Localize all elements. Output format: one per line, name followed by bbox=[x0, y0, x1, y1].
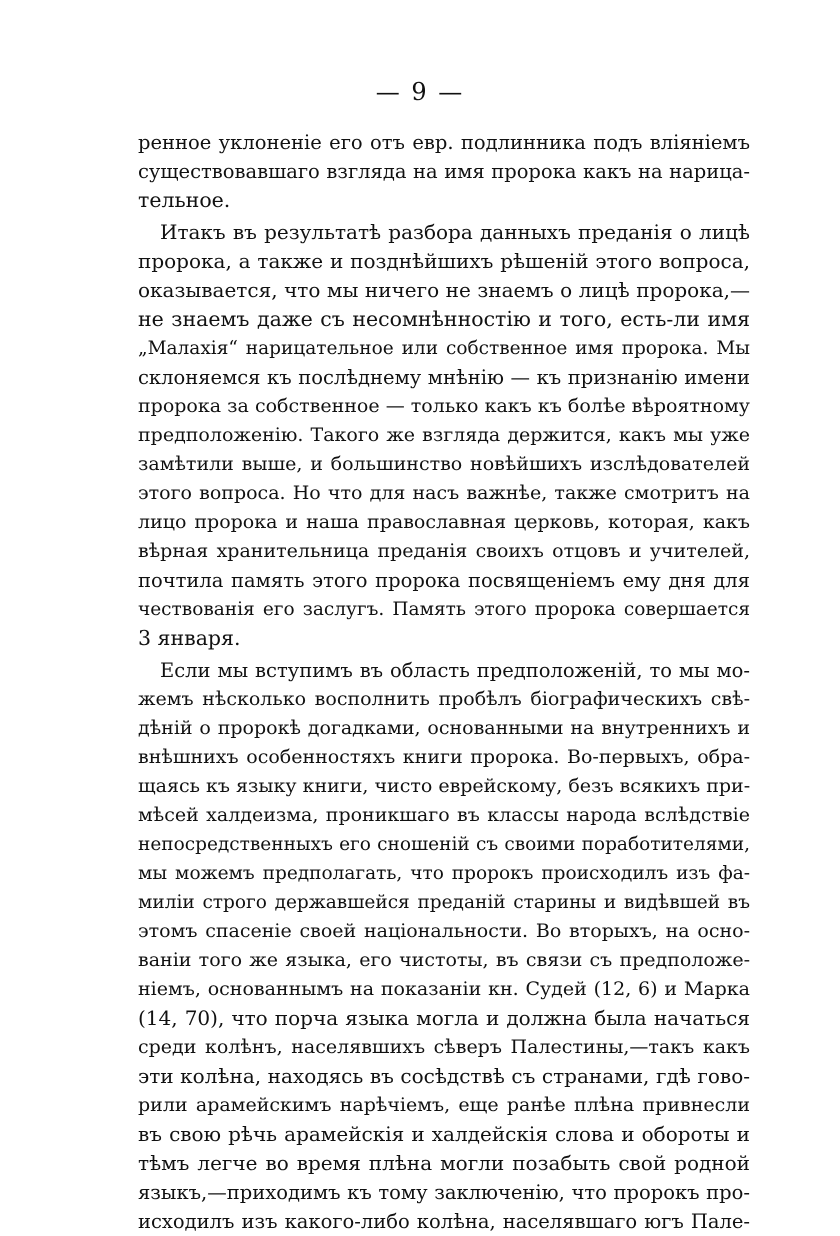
text-line: ваніи того же языка, его чистоты, въ связи съ предположе- bbox=[138, 949, 750, 971]
text-line: вѣрная хранительница преданія своихъ отцовъ и учителей, bbox=[138, 540, 750, 562]
text-line: внѣшнихъ особенностяхъ книги пророка. Во-первыхъ, обра- bbox=[138, 746, 750, 768]
text-line: замѣтили выше, и большинство новѣйшихъ изслѣдователей bbox=[138, 453, 750, 475]
text-line: тѣмъ легче во время плѣна могли позабыть свой родной bbox=[138, 1151, 750, 1175]
text-line: среди колѣнъ, населявшихъ сѣверъ Палестины,—такъ какъ bbox=[138, 1036, 750, 1058]
text-line: чествованія его заслугъ. Память этого пророка совершается bbox=[138, 599, 750, 620]
text-line: Если мы вступимъ въ область предположеній, то мы мо- bbox=[160, 659, 750, 682]
body-text bbox=[138, 128, 750, 1236]
text-line: оказывается, что мы ничего не знаемъ о лицѣ пророка,— bbox=[138, 278, 750, 302]
page-number: — 9 — bbox=[375, 78, 465, 106]
text-line: существовавшаго взгляда на имя пророка какъ на нарица- bbox=[138, 160, 750, 183]
text-line: жемъ нѣсколько восполнить пробѣлъ біографическихъ свѣ- bbox=[138, 688, 750, 710]
text-line: тельное. bbox=[138, 188, 231, 212]
text-line: щаясь къ языку книги, чисто еврейскому, безъ всякихъ при- bbox=[138, 775, 750, 797]
text-line: эти колѣна, находясь въ сосѣдствѣ съ странами, гдѣ гово- bbox=[138, 1064, 750, 1088]
text-line: (14, 70), что порча языка могла и должна была начаться bbox=[138, 1006, 750, 1030]
text-line: ніемъ, основаннымъ на показаніи кн. Судей (12, 6) и Марка bbox=[138, 978, 750, 1000]
text-line: мѣсей халдеизма, проникшаго въ классы народа вслѣдствіе bbox=[138, 804, 750, 826]
text-line: мы можемъ предполагать, что пророкъ происходилъ изъ фа- bbox=[138, 863, 750, 884]
text-line: 3 января. bbox=[138, 626, 241, 650]
text-line: почтила память этого пророка посвященіемъ ему дня для bbox=[138, 569, 750, 592]
text-line: ренное уклоненіе его отъ евр. подлинника подъ вліяніемъ bbox=[138, 131, 750, 154]
text-line: въ свою рѣчь арамейскія и халдейскія слова и обороты и bbox=[138, 1122, 750, 1146]
text-line: пророка за собственное — только какъ къ болѣе вѣроятному bbox=[138, 395, 750, 417]
text-line: предположенію. Такого же взгляда держится, какъ мы уже bbox=[138, 424, 750, 446]
text-line: миліи строго державшейся преданій старины и видѣвшей въ bbox=[138, 892, 750, 913]
text-line: рили арамейскимъ нарѣчіемъ, еще ранѣе плѣна привнесли bbox=[138, 1094, 750, 1116]
text-line: склоняемся къ послѣднему мнѣнію — къ признанію имени bbox=[138, 366, 750, 389]
text-line: дѣній о пророкѣ догадками, основанными на внутреннихъ и bbox=[138, 717, 750, 739]
text-line: этого вопроса. Но что для насъ важнѣе, также смотритъ на bbox=[138, 482, 750, 504]
text-line: лицо пророка и наша православная церковь, которая, какъ bbox=[138, 511, 750, 533]
text-line: „Малахія“ нарицательное или собственное имя пророка. Мы bbox=[138, 338, 750, 359]
text-line: Итакъ въ результатѣ разбора данныхъ преданія о лицѣ bbox=[160, 220, 750, 244]
text-line: языкъ,—приходимъ къ тому заключенію, что пророкъ про- bbox=[138, 1181, 750, 1204]
text-line: этомъ спасеніе своей національности. Во вторыхъ, на осно- bbox=[138, 920, 750, 942]
text-line: исходилъ изъ какого-либо колѣна, населявшаго югъ Пале- bbox=[138, 1210, 750, 1233]
text-line: непосредственныхъ его сношеній съ своими поработителями, bbox=[138, 834, 750, 855]
text-line: пророка, а также и позднѣйшихъ рѣшеній этого вопроса, bbox=[138, 249, 750, 273]
text-line: не знаемъ даже съ несомнѣнностію и того, есть-ли имя bbox=[138, 307, 750, 331]
